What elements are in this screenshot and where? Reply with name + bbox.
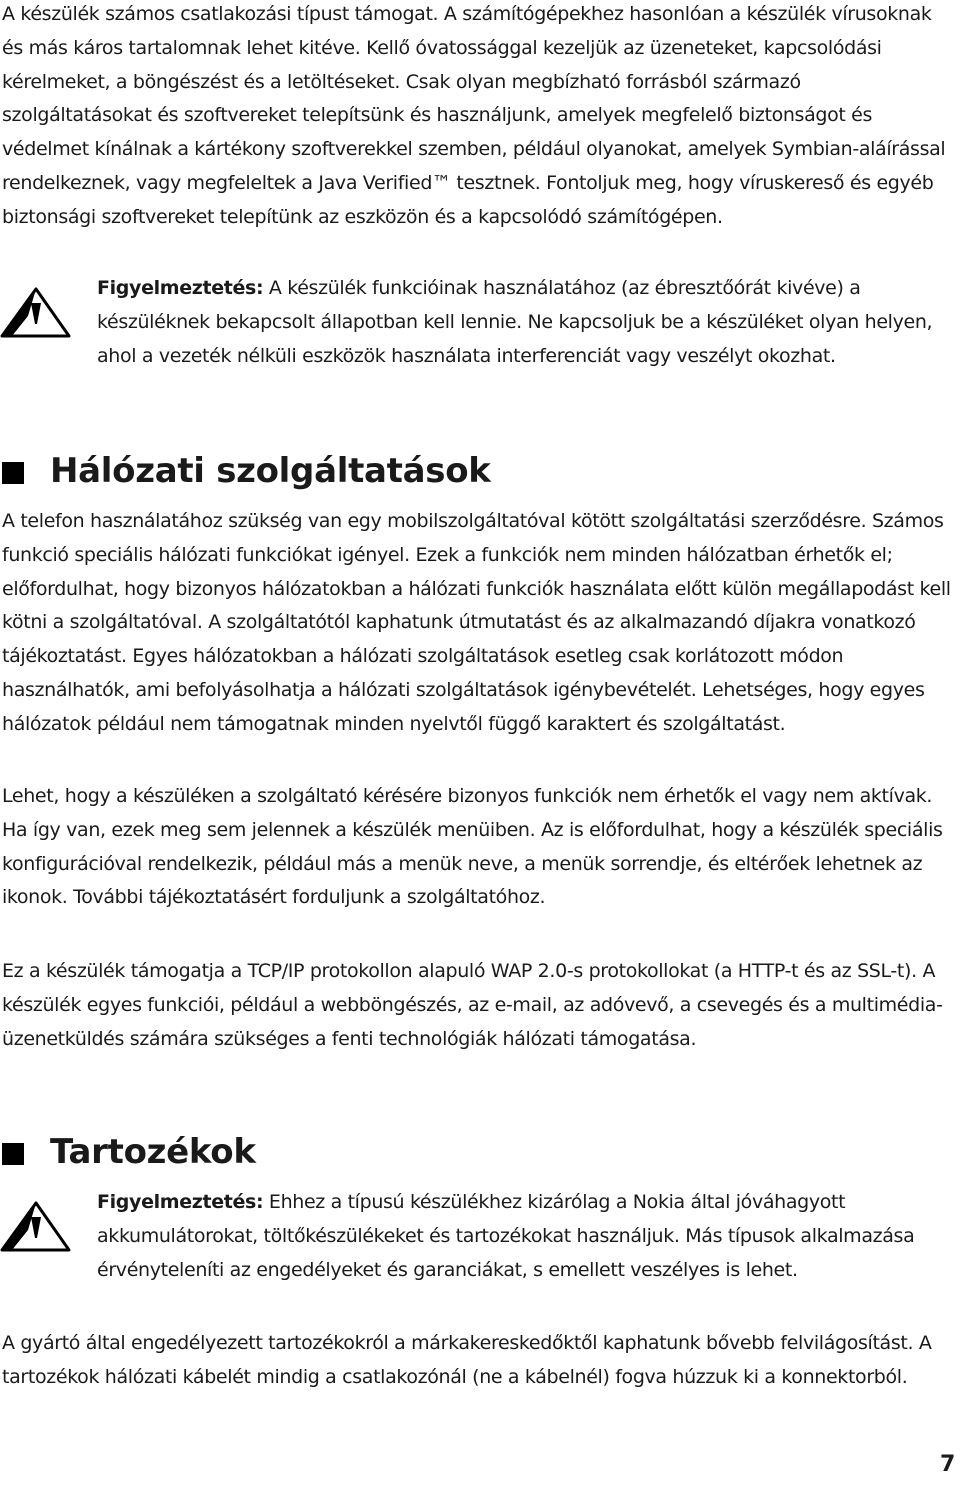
warning-icon — [0, 1200, 72, 1252]
warning-icon — [0, 286, 72, 338]
heading-text: Tartozékok — [50, 1132, 256, 1172]
page-number: 7 — [940, 1452, 956, 1477]
network-paragraph-3: Ez a készülék támogatja a TCP/IP protokollon alapuló WAP 2.0-s protokollokat (a HTTP-t és az SSL-t). A készülék egyes funkciói, például a webböngészés, az e-mail, az adóvevő, a csevegés és a multimédia-üzenetküldés számára szükséges a fenti technológiák hálózati támogatása. — [2, 960, 943, 1050]
warning-body: Ehhez a típusú készülékhez kizárólag a Nokia által jóváhagyott akkumulátorokat, töltőkészülékeket és tartozékokat használjuk. Más típusok alkalmazása érvényteleníti az engedélyeket és garanciákat, s emellett veszélyes is lehet. — [97, 1191, 915, 1281]
network-paragraph-1: A telefon használatához szükség van egy mobilszolgáltatóval kötött szolgáltatási szerződésre. Számos funkció speciális hálózati funkciókat igényel. Ezek a funkciók nem minden hálózatban érhetők el; előfordulhat, hogy bizonyos hálózatokban a hálózati funkciók használata előtt külön megállapodást kell kötni a szolgáltatóval. A szolgáltatótól kaphatunk útmutatást és az alkalmazandó díjakra vonatkozó tájékoztatást. Egyes hálózatokban a hálózati szolgáltatások esetleg csak korlátozott módon használhatók, ami befolyásolhatja a hálózati szolgáltatások igénybevételét. Lehetséges, hogy egyes hálózatok például nem támogatnak minden nyelvtől függő karaktert és szolgáltatást. — [2, 510, 951, 735]
accessories-paragraph: A gyártó által engedélyezett tartozékokról a márkakereskedőktől kaphatunk bővebb felvilágosítást. A tartozékok hálózati kábelét mindig a csatlakozónál (ne a kábelnél) fogva húzzuk ki a konnektorból. — [2, 1332, 932, 1388]
intro-paragraph: A készülék számos csatlakozási típust támogat. A számítógépekhez hasonlóan a készülék vírusoknak és más káros tartalomnak lehet kitéve. Kellő óvatossággal kezeljük az üzeneteket, kapcsolódási kérelmeket, a böngészést és a letöltéseket. Csak olyan megbízható forrásból származó szolgáltatásokat és szoftvereket telepítsünk és használjunk, amelyek megfelelő biztonságot és védelmet kínálnak a kártékony szoftverekkel szemben, például olyanokat, amelyek Symbian-aláírással rendelkeznek, vagy megfeleltek a Java Verified™ tesztnek. Fontoljuk meg, hogy víruskereső és egyéb biztonsági szoftvereket telepítünk az eszközön és a kapcsolódó számítógépen. — [2, 3, 946, 228]
warning-block-1 — [0, 272, 955, 412]
square-bullet-icon — [2, 1143, 24, 1165]
warning-text-1 — [97, 272, 947, 373]
warning-label: Figyelmeztetés: — [97, 1191, 264, 1213]
square-bullet-icon — [2, 462, 24, 484]
warning-body: A készülék funkcióinak használatához (az ébresztőórát kivéve) a készüléknek bekapcsolt állapotban kell lennie. Ne kapcsoljuk be a készüléket olyan helyen, ahol a vezeték nélküli eszközök használata interferenciát vagy veszélyt okozhat. — [97, 277, 933, 367]
warning-block-2 — [0, 1186, 955, 1326]
section-heading-network — [2, 450, 902, 500]
warning-text-2 — [97, 1186, 947, 1287]
heading-text: Hálózati szolgáltatások — [50, 451, 491, 491]
warning-label: Figyelmeztetés: — [97, 277, 264, 299]
section-heading-accessories — [2, 1131, 902, 1181]
network-paragraph-2: Lehet, hogy a készüléken a szolgáltató kérésére bizonyos funkciók nem érhetők el vagy nem aktívak. Ha így van, ezek meg sem jelennek a készülék menüiben. Az is előfordulhat, hogy a készülék speciális konfigurációval rendelkezik, például más a menük neve, a menük sorrendje, és eltérőek lehetnek az ikonok. További tájékoztatásért forduljunk a szolgáltatóhoz. — [2, 785, 943, 909]
